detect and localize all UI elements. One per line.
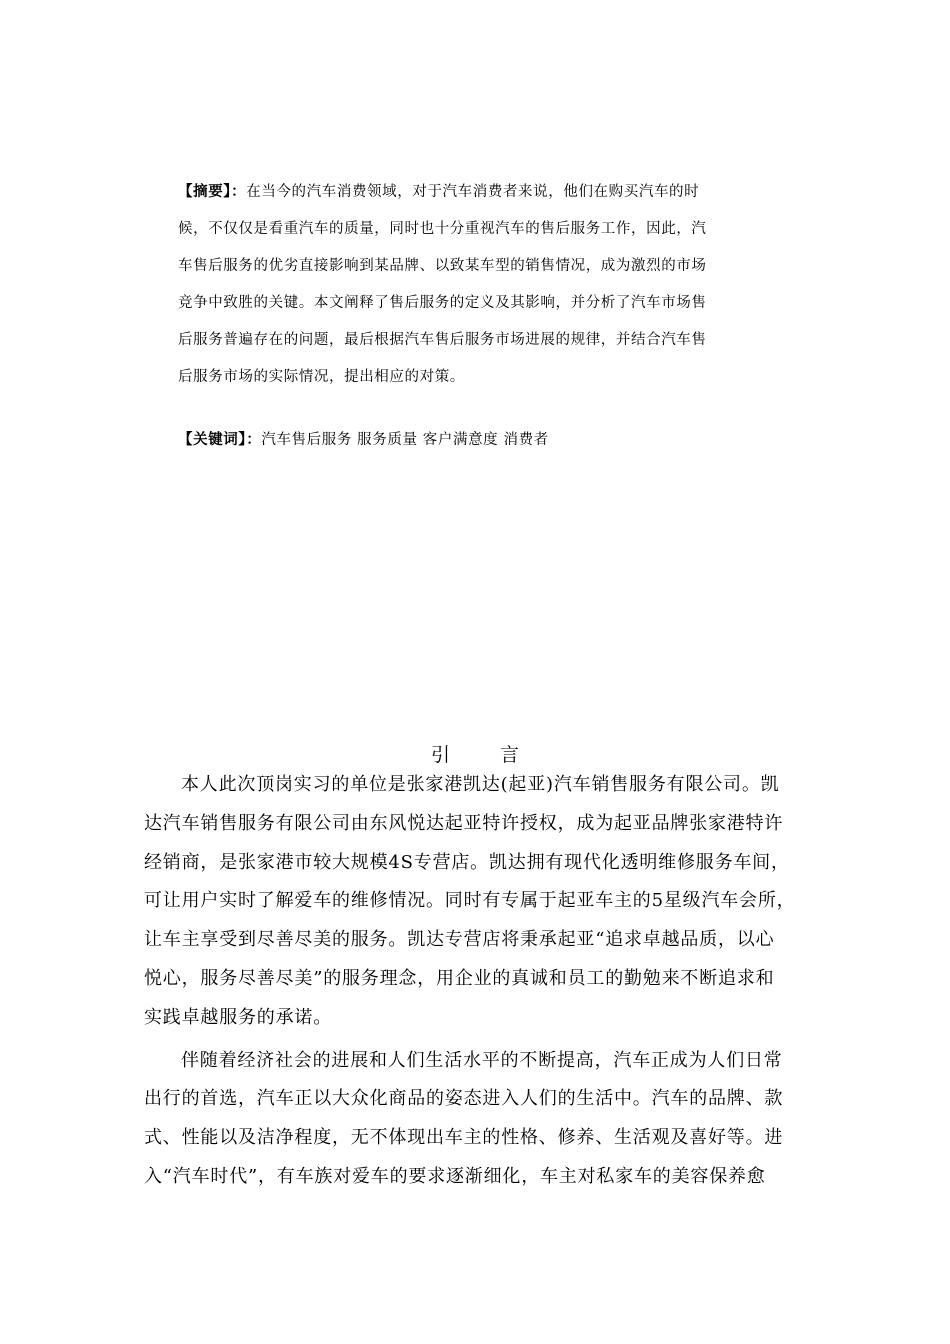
intro-body: [144, 766, 834, 1197]
keywords-text: 汽车售后服务 服务质量 客户满意度 消费者: [261, 432, 549, 448]
paragraph-line: 达汽车销售服务有限公司由东风悦达起亚特许授权，成为起亚品牌张家港特许: [144, 812, 784, 834]
abstract-line: 后服务普遍存在的问题，最后根据汽车售后服务市场进展的规律，并结合汽车售: [178, 332, 707, 348]
abstract-line: 候，不仅仅是看重汽车的质量，同时也十分重视汽车的售后服务工作，因此，汽: [178, 221, 707, 237]
paragraph-line: 入“汽车时代”，有车族对爱车的要求逐渐细化，车主对私家车的美容保养愈: [144, 1165, 766, 1187]
paragraph-line: 经销商，是张家港市较大规模4S专营店。凯达拥有现代化透明维修服务车间，: [144, 851, 790, 873]
paragraph-line: 伴随着经济社会的进展和人们生活水平的不断提高，汽车正成为人们日常: [181, 1049, 783, 1071]
abstract-line: 竞争中致胜的关键。本文阐释了售后服务的定义及其影响，并分析了汽车市场售: [178, 295, 707, 311]
paragraph-line: 让车主享受到尽善尽美的服务。凯达专营店将秉承起亚“追求卓越品质，以心: [144, 929, 775, 951]
abstract-block: [178, 174, 778, 396]
paragraph-line: 悦心，服务尽善尽美”的服务理念，用企业的真诚和员工的勤勉来不断追求和: [144, 967, 775, 989]
paragraph-line: 本人此次顶岗实习的单位是张家港凯达(起亚)汽车销售服务有限公司。凯: [181, 774, 780, 795]
paragraph-line: 出行的首选，汽车正以大众化商品的姿态进入人们的生活中。汽车的品牌、款: [144, 1088, 784, 1110]
abstract-line: [178, 174, 778, 211]
paragraph-line: 可让用户实时了解爱车的维修情况。同时有专属于起亚车主的5星级汽车会所，: [144, 890, 796, 912]
paragraph-line: 实践卓越服务的承诺。: [144, 1006, 332, 1028]
abstract-line: 车售后服务的优劣直接影响到某品牌、以致某车型的销售情况，成为激烈的市场: [178, 258, 707, 274]
keywords-label: 【关键词】：: [178, 432, 262, 448]
section-title: 引言: [430, 744, 569, 766]
abstract-label: 【摘要】：: [178, 184, 247, 200]
abstract-text: 在当今的汽车消费领域，对于汽车消费者来说，他们在购买汽车的时: [246, 184, 700, 200]
abstract-line: 后服务市场的实际情况，提出相应的对策。: [178, 369, 465, 385]
keywords-block: [178, 426, 549, 454]
paragraph-line: 式、性能以及洁净程度，无不体现出车主的性格、修养、生活观及喜好等。进: [144, 1127, 784, 1149]
